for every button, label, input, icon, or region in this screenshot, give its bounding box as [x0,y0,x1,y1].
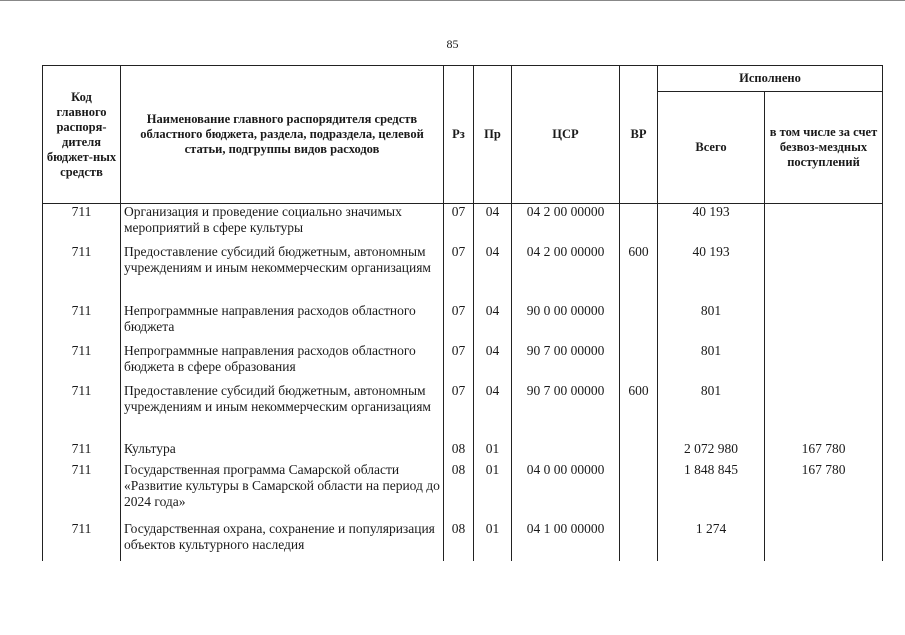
cell-vr: 600 [620,244,658,303]
cell-csr [512,441,620,462]
cell-code: 711 [43,204,121,244]
header-code: Код главного распоря-дителя бюджет-ных средств [43,66,121,204]
cell-free [765,521,883,561]
scan-edge-line [0,0,905,1]
cell-code: 711 [43,521,121,561]
cell-free [765,383,883,441]
cell-csr: 90 7 00 00000 [512,383,620,441]
cell-name: Непрограммные направления расходов областного бюджета [121,303,444,343]
cell-pr: 01 [474,462,512,521]
cell-csr: 90 0 00 00000 [512,303,620,343]
cell-free [765,244,883,303]
cell-name: Культура [121,441,444,462]
table-row [43,244,883,303]
cell-pr: 01 [474,521,512,561]
header-vr: ВР [620,66,658,204]
cell-code: 711 [43,462,121,521]
cell-code: 711 [43,343,121,383]
cell-name: Государственная программа Самарской области «Развитие культуры в Самарской области на период до 2024 года» [121,462,444,521]
cell-total: 40 193 [658,204,765,244]
table-row [43,343,883,383]
cell-vr: 600 [620,383,658,441]
cell-pr: 04 [474,204,512,244]
cell-free: 167 780 [765,441,883,462]
cell-pr: 04 [474,343,512,383]
cell-rz: 08 [444,521,474,561]
cell-rz: 07 [444,343,474,383]
header-executed: Исполнено [658,66,883,92]
header-pr: Пр [474,66,512,204]
cell-code: 711 [43,441,121,462]
cell-vr [620,303,658,343]
cell-name: Предоставление субсидий бюджетным, автономным учреждениям и иным некоммерческим организациям [121,383,444,441]
header-total: Всего [658,92,765,204]
cell-free: 167 780 [765,462,883,521]
header-rz: Рз [444,66,474,204]
cell-rz: 07 [444,303,474,343]
page-number: 85 [446,37,459,51]
cell-total: 1 274 [658,521,765,561]
cell-vr [620,462,658,521]
cell-total: 801 [658,383,765,441]
table-row [43,441,883,462]
cell-code: 711 [43,303,121,343]
table-row [43,383,883,441]
cell-free [765,343,883,383]
cell-rz: 07 [444,204,474,244]
cell-pr: 01 [474,441,512,462]
cell-rz: 07 [444,244,474,303]
cell-rz: 07 [444,383,474,441]
cell-total: 2 072 980 [658,441,765,462]
cell-name: Государственная охрана, сохранение и популяризация объектов культурного наследия [121,521,444,561]
cell-rz: 08 [444,441,474,462]
cell-code: 711 [43,244,121,303]
cell-pr: 04 [474,303,512,343]
cell-pr: 04 [474,244,512,303]
header-name: Наименование главного распорядителя средств областного бюджета, раздела, подраздела, целевой статьи, подгруппы видов расходов [121,66,444,204]
cell-name: Организация и проведение социально значимых мероприятий в сфере культуры [121,204,444,244]
table-row [43,462,883,521]
table-row [43,303,883,343]
cell-free [765,303,883,343]
table-row [43,521,883,561]
budget-table [42,65,883,561]
cell-vr [620,343,658,383]
cell-total: 801 [658,343,765,383]
header-csr: ЦСР [512,66,620,204]
cell-code: 711 [43,383,121,441]
cell-free [765,204,883,244]
cell-csr: 04 2 00 00000 [512,204,620,244]
cell-total: 40 193 [658,244,765,303]
cell-total: 801 [658,303,765,343]
cell-vr [620,441,658,462]
table-row [43,204,883,244]
cell-csr: 04 2 00 00000 [512,244,620,303]
cell-name: Непрограммные направления расходов областного бюджета в сфере образования [121,343,444,383]
cell-vr [620,521,658,561]
cell-csr: 90 7 00 00000 [512,343,620,383]
cell-csr: 04 0 00 00000 [512,462,620,521]
header-free: в том числе за счет безвоз-мездных поступлений [765,92,883,204]
cell-name: Предоставление субсидий бюджетным, автономным учреждениям и иным некоммерческим организациям [121,244,444,303]
cell-rz: 08 [444,462,474,521]
cell-pr: 04 [474,383,512,441]
cell-total: 1 848 845 [658,462,765,521]
cell-csr: 04 1 00 00000 [512,521,620,561]
cell-vr [620,204,658,244]
